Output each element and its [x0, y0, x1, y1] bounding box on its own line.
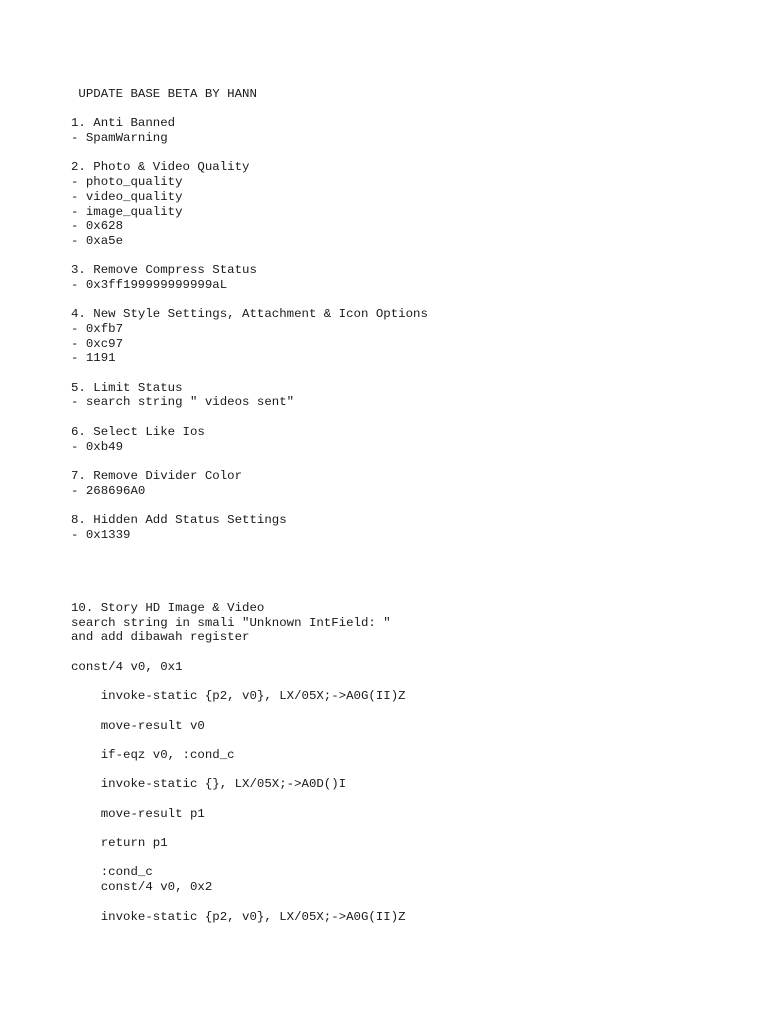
blank-line: [71, 454, 731, 469]
text-line: 4. New Style Settings, Attachment & Icon Options: [71, 307, 428, 322]
text-line: and add dibawah register: [71, 630, 250, 645]
blank-line: [71, 733, 731, 748]
text-line: 1. Anti Banned: [71, 116, 176, 131]
blank-line: [71, 249, 731, 264]
text-line: 5. Limit Status: [71, 380, 183, 395]
text-line: :cond_c: [71, 865, 153, 880]
blank-line: [71, 763, 731, 778]
text-line: 3. Remove Compress Status: [71, 263, 257, 278]
text-line: 6. Select Like Ios: [71, 424, 205, 439]
text-line: - 0x628: [71, 219, 124, 234]
blank-line: [71, 792, 731, 807]
blank-line: [71, 586, 731, 601]
text-line: UPDATE BASE BETA BY HANN: [71, 87, 257, 101]
blank-line: [71, 572, 731, 587]
blank-line: [71, 557, 731, 572]
text-line: if-eqz v0, :cond_c: [71, 747, 235, 762]
text-line: - 1191: [71, 351, 116, 366]
blank-line: [71, 821, 731, 836]
blank-line: [71, 704, 731, 719]
text-line: move-result p1: [71, 806, 205, 821]
blank-line: [71, 851, 731, 866]
text-line: const/4 v0, 0x1: [71, 659, 183, 674]
blank-line: [71, 146, 731, 161]
blank-line: [71, 293, 731, 308]
text-line: - photo_quality: [71, 175, 183, 190]
text-line: - SpamWarning: [71, 131, 168, 146]
document-body: [71, 87, 731, 924]
blank-line: [71, 498, 731, 513]
text-line: invoke-static {p2, v0}, LX/05X;->A0G(II)Z: [71, 689, 406, 704]
text-line: - video_quality: [71, 189, 183, 204]
blank-line: [71, 102, 731, 117]
text-line: invoke-static {}, LX/05X;->A0D()I: [71, 777, 347, 792]
text-line: move-result v0: [71, 718, 205, 733]
blank-line: [71, 645, 731, 660]
text-line: - 268696A0: [71, 483, 146, 498]
text-line: 7. Remove Divider Color: [71, 468, 243, 483]
text-line: - 0xfb7: [71, 322, 124, 336]
text-line: - search string " videos sent": [71, 395, 295, 410]
text-line: - 0xa5e: [71, 233, 124, 248]
text-line: return p1: [71, 836, 168, 851]
text-line: - 0x3ff199999999999aL: [71, 277, 228, 292]
text-line: - 0xb49: [71, 439, 124, 454]
text-line: 2. Photo & Video Quality: [71, 160, 250, 175]
text-line: - 0xc97: [71, 336, 124, 351]
blank-line: [71, 410, 731, 425]
text-line: - 0x1339: [71, 527, 131, 542]
blank-line: [71, 675, 731, 690]
blank-line: [71, 366, 731, 381]
text-line: const/4 v0, 0x2: [71, 880, 213, 895]
blank-line: [71, 542, 731, 557]
text-line: invoke-static {p2, v0}, LX/05X;->A0G(II)Z: [71, 909, 406, 924]
text-line: 8. Hidden Add Status Settings: [71, 512, 287, 527]
blank-line: [71, 895, 731, 910]
text-line: 10. Story HD Image & Video: [71, 601, 265, 616]
text-line: search string in smali "Unknown IntField: ": [71, 615, 391, 630]
text-line: - image_quality: [71, 204, 183, 219]
